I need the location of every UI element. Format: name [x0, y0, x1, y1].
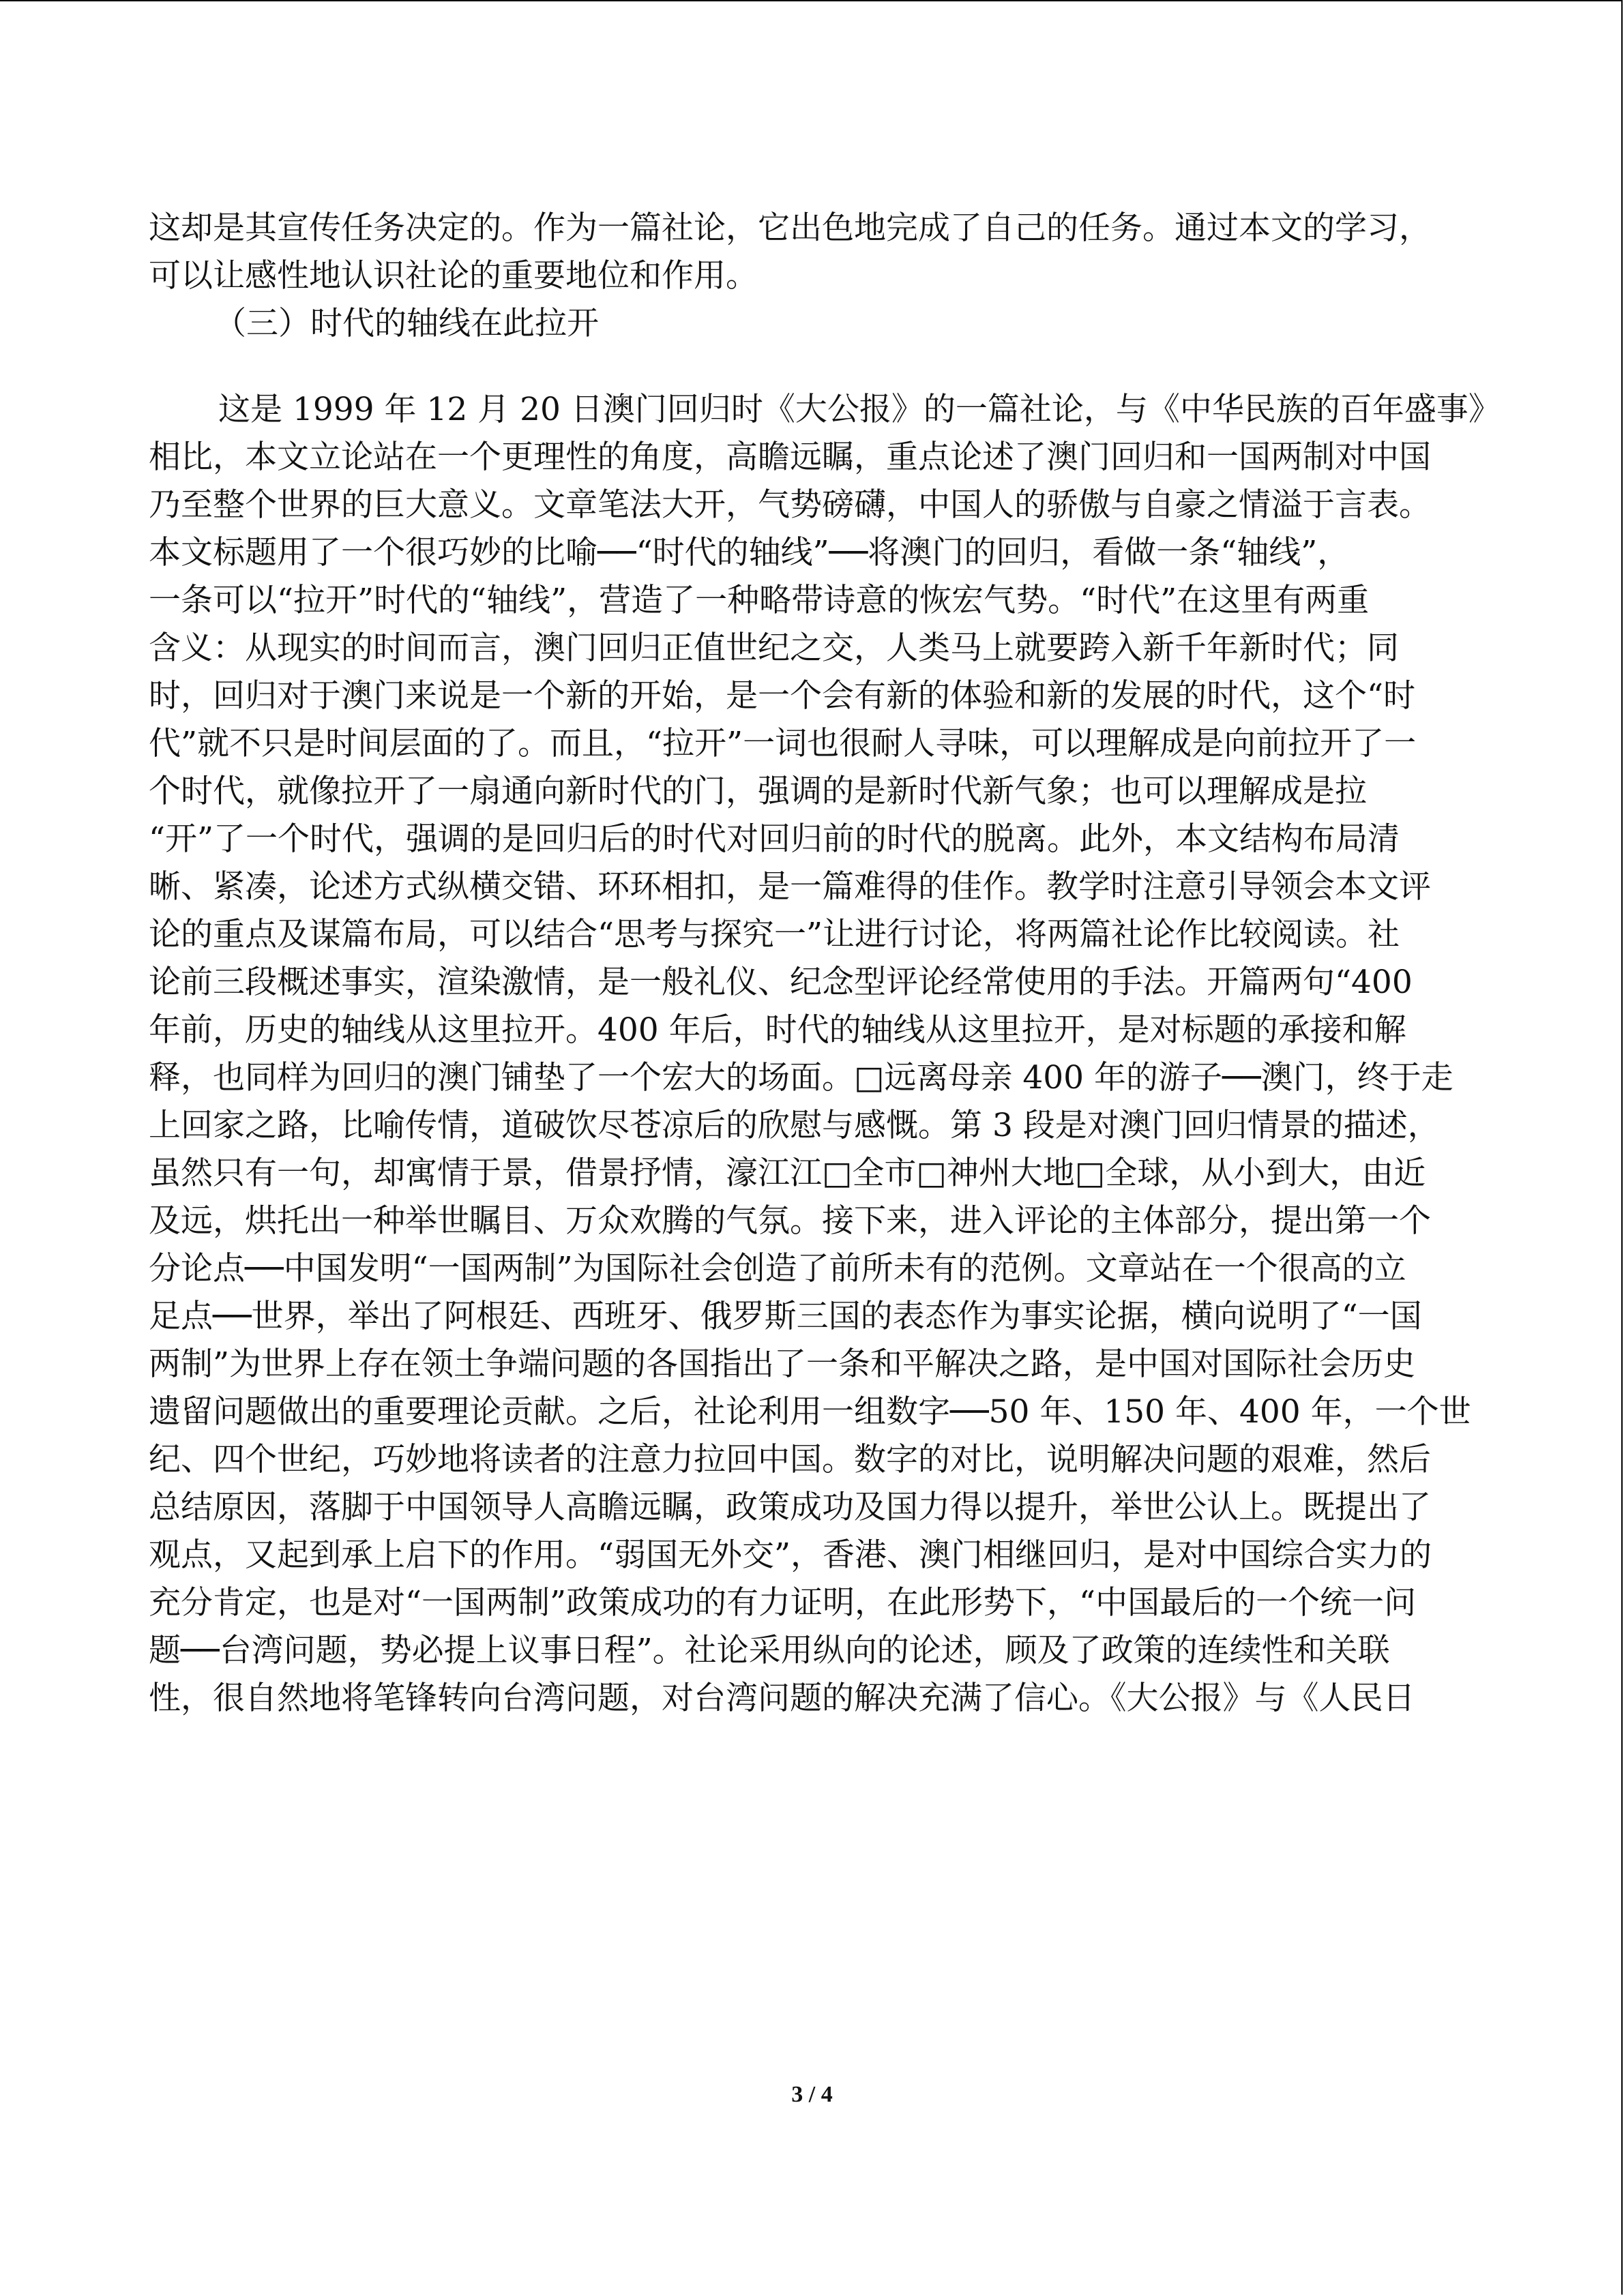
text-line: 这是 1999 年 12 月 20 日澳门回归时《大公报》的一篇社论，与《中华民族的百年盛事》: [218, 391, 1501, 428]
text-line: 两制”为世界上存在领土争端问题的各国指出了一条和平解决之路，是中国对国际社会历史: [149, 1345, 1416, 1383]
text-line: 论前三段概述事实，渲染激情，是一般礼仪、纪念型评论经常使用的手法。开篇两句“400: [149, 964, 1413, 1001]
text-line: 虽然只有一句，却寓情于景，借景抒情，濠江江□全市□神州大地□全球，从小到大，由近: [149, 1154, 1426, 1192]
text-line: 相比，本文立论站在一个更理性的角度，高瞻远瞩，重点论述了澳门回归和一国两制对中国: [149, 438, 1431, 476]
text-line: 遗留问题做出的重要理论贡献。之后，社论利用一组数字──50 年、150 年、400 年，一个世: [149, 1393, 1471, 1431]
page-number: 3 / 4: [791, 2082, 833, 2107]
text-line: 本文标题用了一个很巧妙的比喻──“时代的轴线”──将澳门的回归，看做一条“轴线”，: [149, 534, 1350, 571]
section-heading: （三）时代的轴线在此拉开: [214, 305, 599, 342]
text-line: “开”了一个时代，强调的是回归后的时代对回归前的时代的脱离。此外，本文结构布局清: [149, 820, 1400, 858]
text-line: 晰、紧凑，论述方式纵横交错、环环相扣，是一篇难得的佳作。教学时注意引导领会本文评: [149, 868, 1431, 906]
text-line: 分论点──中国发明“一国两制”为国际社会创造了前所未有的范例。文章站在一个很高的立: [149, 1250, 1406, 1287]
text-line: 时，回归对于澳门来说是一个新的开始，是一个会有新的体验和新的发展的时代，这个“时: [149, 677, 1416, 715]
text-line: 释，也同样为回归的澳门铺垫了一个宏大的场面。□远离母亲 400 年的游子──澳门，终于走: [149, 1059, 1453, 1097]
text-line: 乃至整个世界的巨大意义。文章笔法大开，气势磅礴，中国人的骄傲与自豪之情溢于言表。: [149, 486, 1431, 524]
text-line: 代”就不只是时间层面的了。而且，“拉开”一词也很耐人寻味，可以理解成是向前拉开了一: [149, 725, 1417, 762]
text-line: 上回家之路，比喻传情，道破饮尽苍凉后的欣慰与感慨。第 3 段是对澳门回归情景的描述，: [149, 1107, 1440, 1144]
text-line: 足点──世界，举出了阿根廷、西班牙、俄罗斯三国的表态作为事实论据，横向说明了“一国: [149, 1298, 1422, 1335]
text-line: 及远，烘托出一种举世瞩目、万众欢腾的气氛。接下来，进入评论的主体部分，提出第一个: [149, 1202, 1431, 1240]
text-line: 个时代，就像拉开了一扇通向新时代的门，强调的是新时代新气象；也可以理解成是拉: [149, 773, 1367, 810]
text-line: 一条可以“拉开”时代的“轴线”，营造了一种略带诗意的恢宏气势。“时代”在这里有两重: [149, 582, 1370, 619]
text-line: 性，很自然地将笔锋转向台湾问题，对台湾问题的解决充满了信心。《大公报》与《人民日: [149, 1680, 1415, 1717]
text-line: 年前，历史的轴线从这里拉开。400 年后，时代的轴线从这里拉开，是对标题的承接和解: [149, 1011, 1406, 1049]
text-line: 充分肯定，也是对“一国两制”政策成功的有力证明，在此形势下，“中国最后的一个统一问: [149, 1584, 1417, 1622]
text-line: 观点，又起到承上启下的作用。“弱国无外交”，香港、澳门相继回归，是对中国综合实力的: [149, 1536, 1432, 1574]
text-line: 这却是其宣传任务决定的。作为一篇社论，它出色地完成了自己的任务。通过本文的学习，: [149, 209, 1431, 247]
text-line: 可以让感性地认识社论的重要地位和作用。: [149, 257, 758, 295]
text-line: 纪、四个世纪，巧妙地将读者的注意力拉回中国。数字的对比，说明解决问题的艰难，然后: [149, 1441, 1431, 1478]
text-line: 论的重点及谋篇布局，可以结合“思考与探究一”让进行讨论，将两篇社论作比较阅读。社: [149, 916, 1400, 953]
text-line: 含义：从现实的时间而言，澳门回归正值世纪之交，人类马上就要跨入新千年新时代；同: [149, 629, 1399, 667]
text-line: 总结原因，落脚于中国领导人高瞻远瞩，政策成功及国力得以提升，举世公认上。既提出了: [149, 1489, 1431, 1526]
text-line: 题──台湾问题，势必提上议事日程”。社论采用纵向的论述，顾及了政策的连续性和关联: [149, 1632, 1390, 1669]
